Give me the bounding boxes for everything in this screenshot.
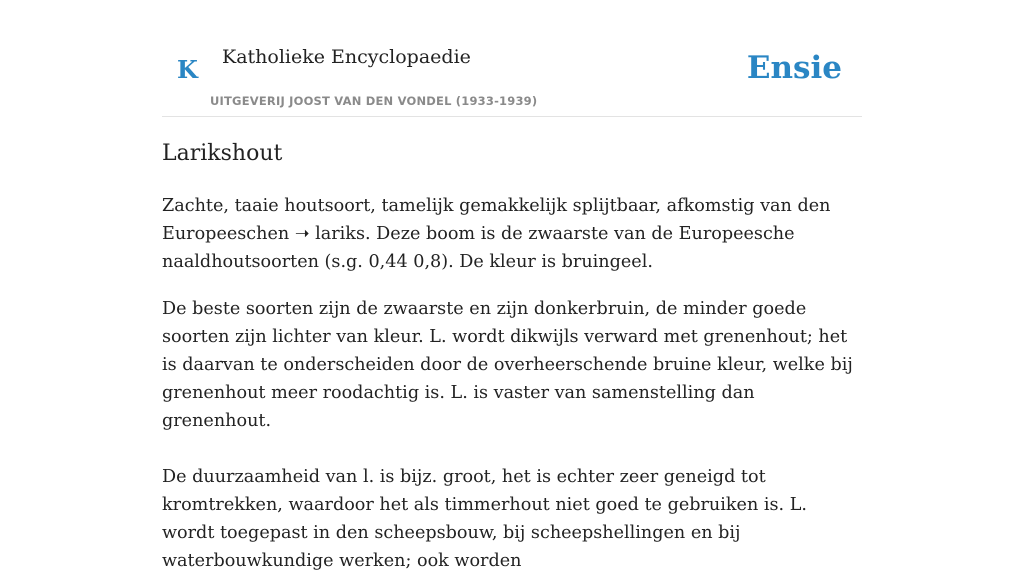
ensie-brand-link[interactable]: Ensie — [746, 50, 842, 86]
cross-reference-label: lariks — [309, 224, 365, 244]
article-title: Larikshout — [162, 141, 283, 166]
site-header — [162, 0, 862, 117]
publisher-subtitle: UITGEVERIJ JOOST VAN DEN VONDEL (1933-1939) — [210, 94, 538, 108]
paragraph-2: De beste soorten zijn de zwaarste en zijn donkerbruin, de minder goede soorten zijn lichter van kleur. L. wordt dikwijls verward met grenenhout; het is daarvan te onderscheiden door de overheerschende bruine kleur, welke bij grenenhout meer roodachtig is. L. is vaster van samenstelling dan grenenhout. — [162, 299, 853, 431]
paragraph-1-text-rest: . Deze boom is de zwaarste van de Europeesche naaldhoutsoorten (s.g. 0,44 0,8). De kleur is bruingeel. — [162, 224, 795, 272]
paragraph-3: De duurzaamheid van l. is bijz. groot, het is echter zeer geneigd tot kromtrekken, waardoor het als timmerhout niet goed te gebruiken is. L. wordt toegepast in den scheepsbouw, bij scheepshellingen en bij waterbouwkundige werken; ook worden — [162, 467, 807, 571]
arrow-icon: ➝ — [294, 224, 310, 244]
paragraph-1-text: Zachte, taaie houtsoort, tamelijk gemakkelijk splijtbaar, afkomstig van den Europeeschen — [162, 196, 831, 244]
site-title[interactable]: Katholieke Encyclopaedie — [222, 46, 471, 68]
article — [162, 138, 862, 575]
paragraph-1 — [162, 192, 862, 276]
site-logo[interactable]: K — [177, 55, 198, 84]
cross-reference-link[interactable] — [295, 224, 365, 244]
